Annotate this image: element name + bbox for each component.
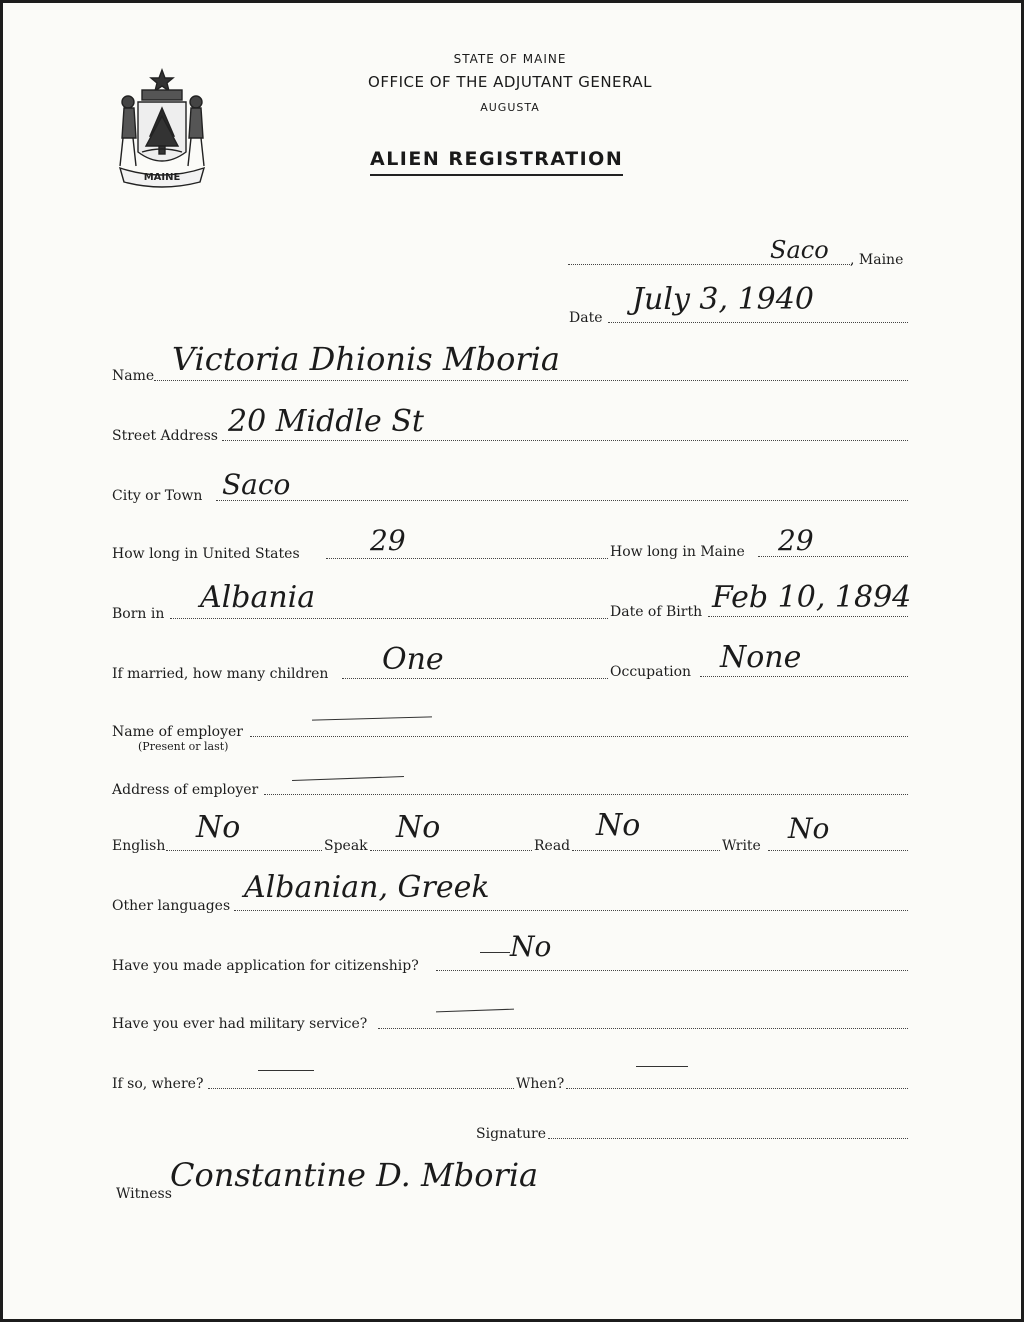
street-entry: 20 Middle St [228,404,424,439]
street-label: Street Address [112,428,218,444]
read-label: Read [534,838,571,854]
speak-line [370,850,532,851]
citizenship-line [436,970,908,971]
write-label: Write [722,838,761,854]
date-of-birth-label: Date of Birth [610,604,703,620]
header-city: AUGUSTA [480,101,540,114]
signature-label: Signature [476,1126,547,1142]
how-long-maine-entry: 29 [778,524,814,557]
other-languages-line [234,910,908,911]
when-line [566,1088,908,1089]
write-entry: No [788,812,830,845]
date-entry: July 3, 1940 [632,282,814,317]
write-line [768,850,908,851]
where-label: If so, where? [112,1076,204,1092]
how-long-us-label: How long in United States [112,546,300,562]
where-line [208,1088,514,1089]
english-label: English [112,838,166,854]
how-long-maine-label: How long in Maine [610,544,745,560]
how-long-us-entry: 29 [370,524,406,557]
form-title: ALIEN REGISTRATION [370,148,623,176]
city-line [216,500,908,501]
born-in-line [170,618,608,619]
city-label: City or Town [112,488,203,504]
military-dash [436,1009,514,1013]
other-languages-label: Other languages [112,898,231,914]
other-languages-entry: Albanian, Greek [244,870,490,905]
military-line [378,1028,908,1029]
occupation-label: Occupation [610,664,692,680]
employer-note: (Present or last) [138,740,229,753]
citizenship-label: Have you made application for citizenship? [112,958,419,974]
occupation-line [700,676,908,677]
english-entry: No [196,810,241,845]
employer-line [250,736,908,737]
name-label: Name [112,368,155,384]
children-line [342,678,608,679]
town-line [568,264,852,265]
occupation-entry: None [720,640,802,675]
when-label: When? [516,1076,565,1092]
date-of-birth-line [708,616,908,617]
children-label: If married, how many children [112,666,329,682]
maine-seal-icon [106,64,218,190]
when-dash [636,1066,688,1067]
name-entry: Victoria Dhionis Mboria [172,340,560,378]
street-line [222,440,908,441]
date-line [608,322,908,323]
speak-entry: No [396,810,441,845]
speak-label: Speak [324,838,368,854]
witness-entry: Constantine D. Mboria [170,1156,539,1194]
svg-text:MAINE: MAINE [143,172,181,183]
employer-address-label: Address of employer [112,782,259,798]
city-entry: Saco [222,468,291,501]
how-long-us-line [326,558,608,559]
witness-label: Witness [116,1186,172,1202]
maine-label: , Maine [850,252,904,268]
citizenship-entry: No [510,930,552,963]
signature-line [548,1138,908,1139]
where-dash [258,1070,314,1071]
employer-address-line [264,794,908,795]
header-office: OFFICE OF THE ADJUTANT GENERAL [368,73,652,91]
read-entry: No [596,808,641,843]
header-state: STATE OF MAINE [453,52,567,66]
town-entry: Saco [770,236,829,264]
read-line [572,850,720,851]
employer-dash [312,716,432,720]
born-in-entry: Albania [200,580,316,615]
born-in-label: Born in [112,606,165,622]
citizenship-dash [480,952,510,953]
employer-label: Name of employer [112,724,243,740]
military-label: Have you ever had military service? [112,1016,368,1032]
date-of-birth-entry: Feb 10, 1894 [712,580,912,615]
english-line [166,850,322,851]
date-label: Date [569,310,603,326]
name-line [154,380,908,381]
employer-address-dash [292,776,404,781]
children-entry: One [382,642,444,677]
